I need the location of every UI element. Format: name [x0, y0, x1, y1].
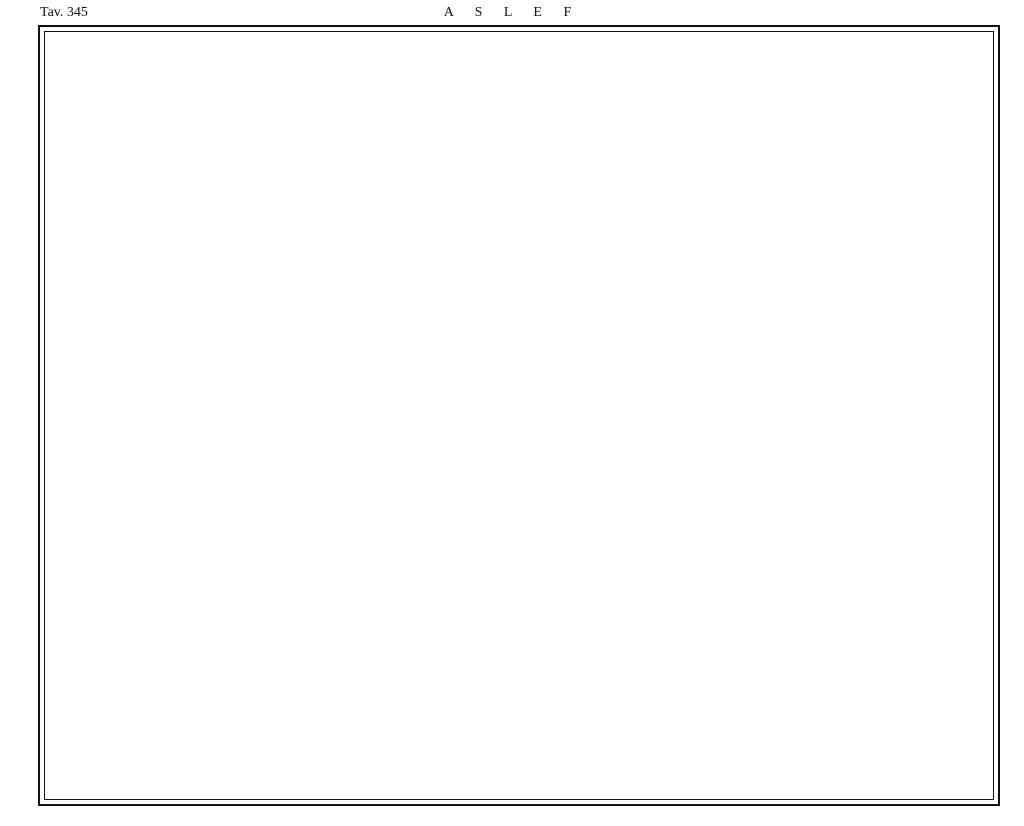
running-title: A S L E F — [443, 5, 581, 20]
page-header — [0, 3, 1024, 25]
page-number: Tav. 345 — [40, 5, 88, 20]
inner-frame — [44, 31, 994, 800]
